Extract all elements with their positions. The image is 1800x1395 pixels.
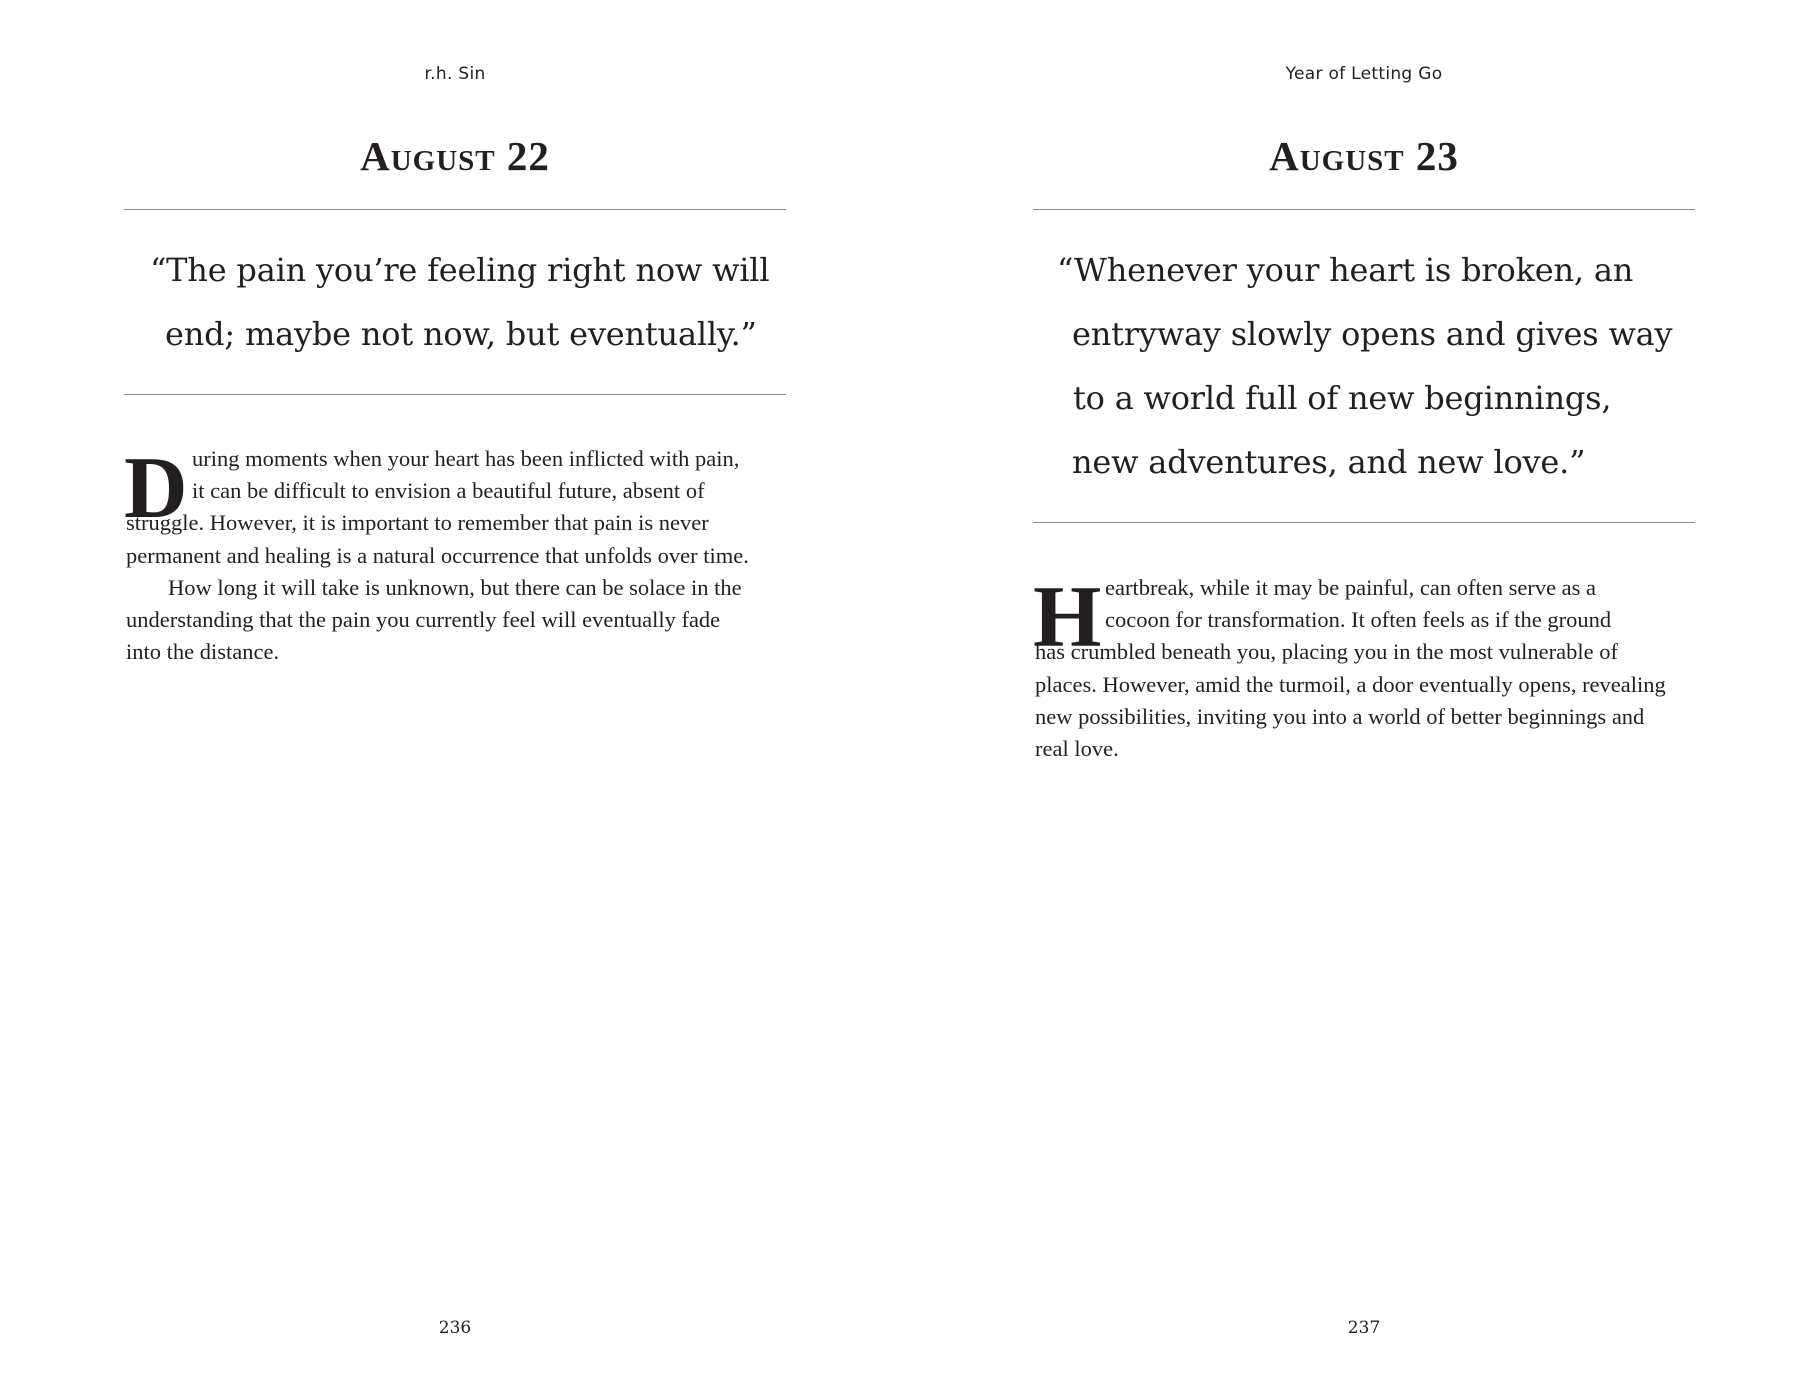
quote-line: entryway slowly opens and gives way xyxy=(1072,315,1673,353)
quote-line: “Whenever your heart is broken, an xyxy=(1057,251,1634,289)
drop-cap: D xyxy=(124,440,188,537)
top-rule xyxy=(1033,209,1695,210)
bottom-rule xyxy=(1033,522,1695,523)
bottom-rule xyxy=(124,394,786,395)
quote-line: “The pain you’re feeling right now will xyxy=(150,251,770,289)
quote-line: new adventures, and new love.” xyxy=(1072,443,1586,481)
body-line: permanent and healing is a natural occurrence that unfolds over time. xyxy=(126,542,749,568)
body-line: it can be difficult to envision a beautiful future, absent of xyxy=(192,478,705,504)
body-paragraphs xyxy=(1033,569,1695,765)
body-paragraphs xyxy=(124,440,786,668)
body-line: How long it will take is unknown, but there can be solace in the xyxy=(168,574,742,600)
body-line: uring moments when your heart has been inflicted with pain, xyxy=(192,446,740,471)
pull-quote xyxy=(124,238,786,366)
body-line: cocoon for transformation. It often feels as if the ground xyxy=(1105,607,1612,633)
pull-quote xyxy=(1033,238,1695,494)
running-head-author: r.h. Sin xyxy=(424,64,486,84)
left-page xyxy=(124,0,786,1395)
date-heading: August 23 xyxy=(1269,133,1459,179)
running-head-title: Year of Letting Go xyxy=(1285,64,1443,84)
body-line: has crumbled beneath you, placing you in the most vulnerable of xyxy=(1035,639,1618,665)
top-rule xyxy=(124,209,786,210)
body-line: new possibilities, inviting you into a world of better beginnings and xyxy=(1035,703,1645,729)
body-line: eartbreak, while it may be painful, can often serve as a xyxy=(1105,575,1597,600)
date-heading: August 22 xyxy=(360,133,550,179)
body-line: struggle. However, it is important to remember that pain is never xyxy=(126,510,709,536)
quote-line: end; maybe not now, but eventually.” xyxy=(165,315,757,353)
drop-cap: H xyxy=(1033,569,1102,666)
body-line: into the distance. xyxy=(126,639,280,665)
body-line: real love. xyxy=(1035,736,1119,762)
page-number: 237 xyxy=(1347,1318,1381,1338)
right-page xyxy=(1033,0,1695,1395)
body-line: places. However, amid the turmoil, a door eventually opens, revealing xyxy=(1035,671,1666,697)
quote-line: to a world full of new beginnings, xyxy=(1073,379,1612,417)
page-number: 236 xyxy=(438,1318,472,1338)
body-line: understanding that the pain you currently feel will eventually fade xyxy=(126,607,721,633)
